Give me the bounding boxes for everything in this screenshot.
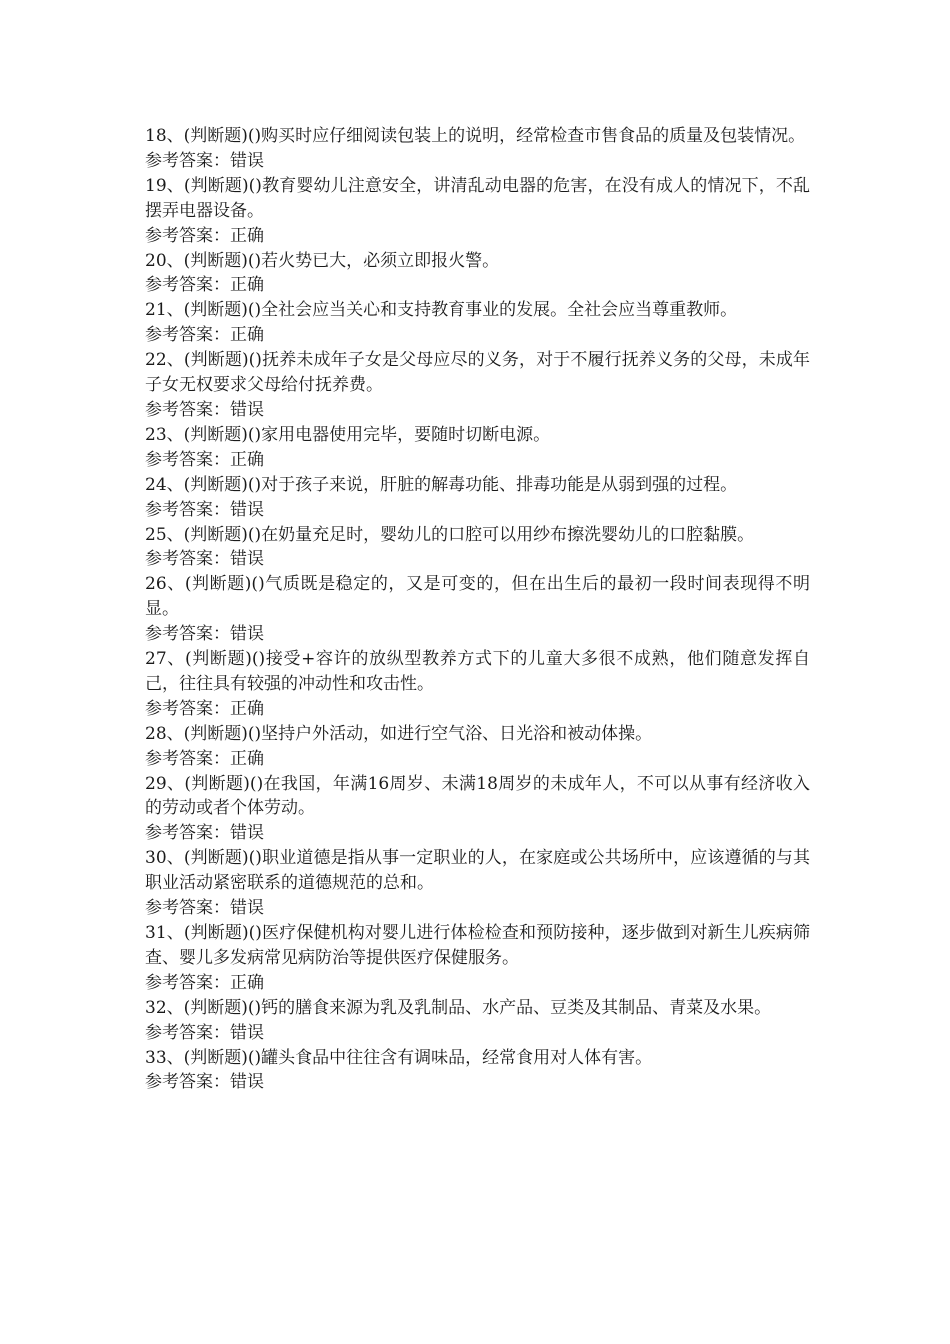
question-number: 18、 <box>145 126 184 146</box>
question-number: 19、 <box>145 175 184 196</box>
question-text: 气质既是稳定的，又是可变的，但在出生后的最初一段时间表现得不明显。 <box>145 574 810 620</box>
question-text: 家用电器使用完毕，要随时切断电源。 <box>261 424 551 445</box>
question-type: (判断题)() <box>183 300 262 321</box>
question-number: 20、 <box>145 250 184 271</box>
question-type: (判断题)() <box>183 424 262 445</box>
question-text: 罐头食品中往往含有调味品，经常食用对人体有害。 <box>261 1047 653 1068</box>
question-18 <box>145 124 810 149</box>
question-text: 在我国，年满16周岁、未满18周岁的未成年人，不可以从事有经济收入的劳动或者个体劳动。 <box>145 773 810 819</box>
question-type: (判断题)() <box>184 773 264 794</box>
question-text: 购买时应仔细阅读包装上的说明，经常检查市售食品的质量及包装情况。 <box>261 126 806 146</box>
answer-31: 参考答案：正确 <box>145 972 264 993</box>
question-type: (判断题)() <box>183 350 262 371</box>
answer-22: 参考答案：错误 <box>145 399 264 420</box>
question-text: 坚持户外活动，如进行空气浴、日光浴和被动体操。 <box>261 723 653 744</box>
question-text: 全社会应当关心和支持教育事业的发展。全社会应当尊重教师。 <box>261 300 738 321</box>
answer-20: 参考答案：正确 <box>145 275 264 296</box>
question-26 <box>145 572 810 622</box>
question-number: 22、 <box>145 350 184 371</box>
question-type: (判断题)() <box>184 649 266 670</box>
question-number: 33、 <box>145 1047 184 1068</box>
question-type: (判断题)() <box>183 923 262 943</box>
answer-28: 参考答案：正确 <box>145 748 264 769</box>
question-number: 30、 <box>145 848 184 869</box>
question-number: 25、 <box>145 524 184 545</box>
question-24 <box>145 473 810 498</box>
question-number: 32、 <box>145 997 184 1018</box>
question-number: 28、 <box>145 723 184 744</box>
question-type: (判断题)() <box>183 126 262 146</box>
question-20 <box>145 249 810 274</box>
answer-18: 参考答案：错误 <box>145 150 264 171</box>
question-type: (判断题)() <box>183 524 262 545</box>
question-type: (判断题)() <box>183 474 262 495</box>
answer-19: 参考答案：正确 <box>145 225 264 246</box>
question-number: 31、 <box>145 923 184 943</box>
question-22 <box>145 348 810 398</box>
question-type: (判断题)() <box>183 175 262 196</box>
question-number: 23、 <box>145 424 184 445</box>
question-number: 24、 <box>145 474 184 495</box>
question-31 <box>145 921 810 971</box>
question-text: 接受+容许的放纵型教养方式下的儿童大多很不成熟，他们随意发挥自己，往往具有较强的冲动性和攻击性。 <box>145 649 810 694</box>
question-list <box>145 124 810 1095</box>
question-text: 在奶量充足时，婴幼儿的口腔可以用纱布擦洗婴幼儿的口腔黏膜。 <box>261 524 755 545</box>
answer-29: 参考答案：错误 <box>145 823 264 844</box>
question-type: (判断题)() <box>183 723 262 744</box>
question-text: 钙的膳食来源为乳及乳制品、水产品、豆类及其制品、青菜及水果。 <box>261 997 772 1018</box>
answer-30: 参考答案：错误 <box>145 898 264 919</box>
question-type: (判断题)() <box>183 848 262 869</box>
answer-25: 参考答案：错误 <box>145 549 264 570</box>
answer-27: 参考答案：正确 <box>145 698 264 719</box>
question-33 <box>145 1046 810 1071</box>
question-number: 21、 <box>145 300 184 321</box>
answer-24: 参考答案：错误 <box>145 499 264 520</box>
answer-23: 参考答案：正确 <box>145 449 264 470</box>
question-text: 职业道德是指从事一定职业的人，在家庭或公共场所中，应该遵循的与其职业活动紧密联系的道德规范的总和。 <box>145 848 811 894</box>
question-32 <box>145 996 810 1021</box>
question-number: 27、 <box>145 649 185 670</box>
question-text: 抚养未成年子女是父母应尽的义务，对于不履行抚养义务的父母，未成年子女无权要求父母给付抚养费。 <box>145 350 811 396</box>
question-28 <box>145 722 810 747</box>
question-number: 26、 <box>145 574 185 595</box>
question-type: (判断题)() <box>183 1047 262 1068</box>
question-type: (判断题)() <box>183 250 262 271</box>
question-27 <box>145 647 810 697</box>
question-30 <box>145 846 810 896</box>
answer-33: 参考答案：错误 <box>145 1072 264 1093</box>
question-text: 教育婴幼儿注意安全，讲清乱动电器的危害，在没有成人的情况下，不乱摆弄电器设备。 <box>145 175 811 221</box>
answer-21: 参考答案：正确 <box>145 325 264 346</box>
question-number: 29、 <box>145 773 185 794</box>
question-29 <box>145 772 810 822</box>
question-type: (判断题)() <box>184 574 265 595</box>
answer-32: 参考答案：错误 <box>145 1022 264 1043</box>
question-text: 医疗保健机构对婴儿进行体检检查和预防接种，逐步做到对新生儿疾病筛查、婴儿多发病常见病防治等提供医疗保健服务。 <box>145 923 811 968</box>
question-23 <box>145 423 810 448</box>
question-21 <box>145 298 810 323</box>
question-25 <box>145 523 810 548</box>
question-text: 若火势已大，必须立即报火警。 <box>261 250 500 271</box>
answer-26: 参考答案：错误 <box>145 624 264 645</box>
question-type: (判断题)() <box>183 997 262 1018</box>
question-19 <box>145 174 810 224</box>
question-text: 对于孩子来说，肝脏的解毒功能、排毒功能是从弱到强的过程。 <box>261 474 738 495</box>
